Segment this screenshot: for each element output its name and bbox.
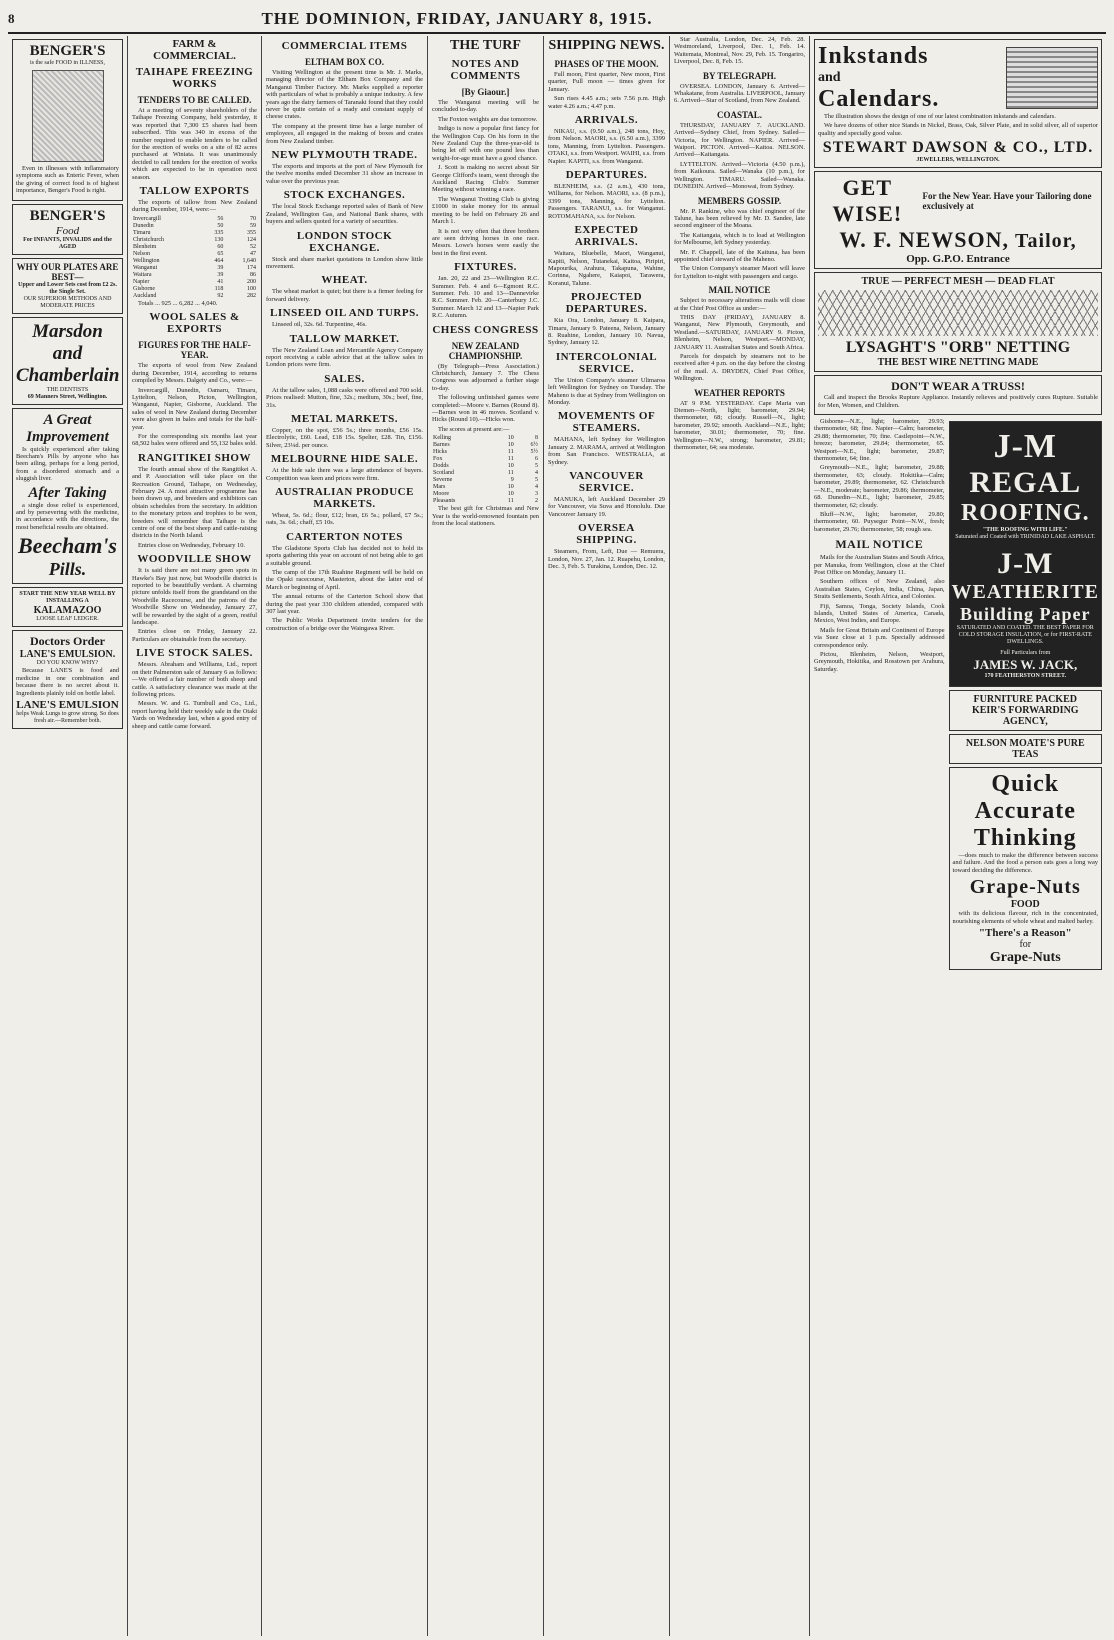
inkstand-illustration: [1006, 47, 1098, 109]
table-cell: Severne: [433, 477, 453, 484]
table-cell: 2: [535, 498, 538, 505]
jm-roofing-ad: J-M REGAL ROOFING. "THE ROOFING WITH LIFE." Saturated and Coated with TRINIDAD LAKE ASPHALT. J-M WEATHERITE Building Paper SATURATED AND COATED. THE BEST PAPER FOR COLD STORAGE INSULATION, or for FIRST-RATE DWELLINGS. Full Particulars from JAMES W. JACK, 170 FEATHERSTON STREET.: [949, 421, 1102, 687]
table-cell: 4: [535, 470, 538, 477]
table-cell: 47: [250, 250, 256, 257]
column-commercial-items: COMMERCIAL ITEMS ELTHAM BOX CO. Visiting Wellington at the present time is Mr. J. Marks, managing director of the Eltham Box Company and the Manganui Timber Factory. Mr. Marks supplied a reporter with particulars of what is probably a unique industry. A few years ago the dairy farmers of Taranaki found that they could never be quite certain of a ready and constant supply of cheese crates. The company at the present time has a large number of employees, all engaged in the making of boxes and crates from New Zealand timber. NEW PLYMOUTH TRADE. The exports and imports at the port of New Plymouth for the twelve months ended December 31 show an increase in value over the previous year. STOCK EXCHANGES. The local Stock Exchange reported sales of Bank of New Zealand, Wellington Gas, and National Bank shares, with buyers and sellers quoted for a variety of securities. LONDON STOCK EXCHANGE. Stock and share market quotations in London show little movement. WHEAT. The wheat market is quiet; but there is a firmer feeling for forward delivery. LINSEED OIL AND TURPS. Linseed oil, 32s. 6d. Turpentine, 46s. TALLOW MARKET. The New Zealand Loan and Mercantile Agency Company report receiving a cable advice that at the tallow sales in London prices were firm. SALES. At the tallow sales, 1,088 casks were offered and 700 sold. Prices realised: Mutton, fine, 32s.; medium, 30s.; beef, fine, 31s. METAL MARKETS. Copper, on the spot, £56 5s.; three months, £56 15s. Electrolytic, £60. Lead, £18 15s. Spelter, £28. Tin, £156. Silver, 23¼d. per ounce. MELBOURNE HIDE SALE. At the hide sale there was a large attendance of buyers. Competition was keen and prices were firm. AUSTRALIAN PRODUCE MARKETS. Wheat, 5s. 6d.; flour, £12; bran, £6 5s.; pollard, £7 5s.; oats, 3s. 6d.; chaff, £5 10s. CARTERTON NOTES The Gladstone Sports Club has decided not to hold its sports gathering this year on account of not being able to get a suitable ground. The camp of the 17th Ruahine Regiment will be held on the Opaki racecourse, Masterton, about the latter end of March or beginning of April. The annual returns of the Carterton School show that during the past year 330 children attended, compared with 307 last year. The Public Works Department invite tenders for the construction of a bridge over the Waingawa River.: [262, 36, 428, 1636]
table-cell: 464: [214, 257, 224, 264]
table-cell: Gisborne: [133, 285, 155, 292]
table-row: [432, 477, 539, 484]
table-row: [432, 498, 539, 505]
table-cell: Kelling: [433, 435, 451, 442]
section-heading: SHIPPING NEWS.: [548, 38, 665, 53]
table-cell: Napier: [133, 278, 150, 285]
table-cell: Invercargill: [133, 215, 161, 222]
table-cell: Hicks: [433, 449, 447, 456]
table-cell: 59: [250, 222, 256, 229]
weather-column: Gisborne—N.E., light; barometer, 29.93; thermometer, 68; fine. Napier—Calm; barometer, 29.88; thermometer, 70; fine. Castlepoint—N.W., breeze; barometer, 29.84; thermometer, 65. Westport—N.E., light; barometer, 29.87; thermometer, 64; fine. Greymouth—N.E., light; barometer, 29.88; thermometer, 63; cloudy. Hokitika—Calm; barometer, 29.89; thermometer, 62. Christchurch—N.E., moderate; barometer, 29.86; thermometer, 68. Dunedin—N.E., light; barometer, 29.85; thermometer, 62; cloudy. Bluff—N.W., light; barometer, 29.80; thermometer, 60. Puysegur Point—N.W., fresh; barometer, 29.76; thermometer, 58; rough sea. MAIL NOTICE Mails for the Australian States and South Africa, per Manuka, from Wellington, close at the Chief Post Office on Monday, January 11. Southern offices of New Zealand, also Australian States, Ceylon, India, China, Japan, Straits Settlements, South Africa, and Colonies. Fiji, Samoa, Tonga, Society Islands, Cook Islands, United States of America, Canada, Mexico, West Indies, and Europe. Mails for Great Britain and Continent of Europe via Suez close at 1 p.m. Specially addressed correspondence only. Pictou, Blenheim, Nelson, Westport, Greymouth, Hokitika, and Rosstown per Arahura, Saturday.: [814, 418, 945, 673]
table-row: [432, 470, 539, 477]
nelson-moate-teas-ad: NELSON MOATE'S PURE TEAS: [949, 734, 1102, 764]
table-cell: 50: [217, 222, 224, 229]
column-the-turf: THE TURF NOTES AND COMMENTS [By Giaour.] The Wanganui meeting will be concluded to-day. The Foxton weights are due tomorrow. Indigo is now a popular first fancy for the Wellington Cup. On his form in the New Zealand Cup the three-year-old is being let off with one pound less than weight-for-age must have a good chance. J. Scott is making no secret about Sir George Clifford's team, went through the Auckland Racing Club's Summer Meeting without winning a race. The Wanganui Trotting Club is giving £1000 in stake money for its annual meeting to be held on February 26 and March 1. It is not very often that three brothers are seen driving horses in one race. Messrs. Lowe's horses were easily the best in the first event. FIXTURES. Jan. 20, 22 and 23—Wellington R.C. Summer. Feb. 4 and 6—Egmont R.C. Summer. Feb. 10 and 13—Dannevirke R.C. Summer. Feb. 20—Canterbury J.C. Summer. March 12 and 13—Napier Park R.C. Autumn. CHESS CONGRESS NEW ZEALAND CHAMPIONSHIP. (By Telegraph—Press Association.) Christchurch, January 7. The Chess Congress was adjourned a further stage to-day. The following unfinished games were completed:—Moore v. Barnes (Round 8).—Barnes won in 46 moves. Scotland v. Hicks (Round 10).—Hicks won. The scores at present are:— Kelling 10 8 Barnes 10 6½ Hicks 11 5½ Fox 11 6 Dodds 10 5 Scotland 11 4 Severne 9 5 Mars 10 4 Moore 10 3 Pleasants 11 2 The best gift for Christmas and New Year is the world-renowned fountain pen from the local stationers.: [428, 36, 544, 1636]
table-row: [132, 223, 257, 230]
table-cell: 118: [214, 285, 224, 292]
table-cell: Dunedin: [133, 222, 154, 229]
table-cell: 1,640: [242, 257, 256, 264]
table-row: [432, 463, 539, 470]
benger-ad: BENGER'S is the safe FOOD in ILLNESS, Even in illnesses with inflammatory symptoms such as Enteric Fever, when the giving of correct food is of highest importance, Benger's Food is right.: [12, 39, 123, 201]
table-cell: 11: [507, 456, 514, 463]
table-cell: 10: [507, 463, 514, 470]
benger-food-ad: BENGER'S Food For INFANTS, INVALIDS and the AGED: [12, 204, 123, 255]
table-cell: 5½: [530, 449, 538, 456]
kalamazoo-ad: START THE NEW YEAR WELL BY INSTALLING A KALAMAZOO LOOSE LEAF LEDGER.: [12, 587, 123, 627]
table-row: [432, 484, 539, 491]
table-row: [132, 258, 257, 265]
table-cell: 9: [510, 477, 514, 484]
column-farm-commercial: FARM & COMMERCIAL. TAIHAPE FREEZING WORKS TENDERS TO BE CALLED. At a meeting of seventy shareholders of the Taihape Freezing Company, held yesterday, it was reported that 7,300 £5 shares had been subscribed. This was 340 in excess of the number required to enable tenders to be called for the erection of works on a site of 82 acres purchased at Winiata. It was unanimously decided to call tenders for the erection of works which are expected to be in operation next season. TALLOW EXPORTS The exports of tallow from New Zealand during December, 1914, were:— Invercargill 56 70 Dunedin 50 59 Timaru 335 355 Christchurch 130 124 Blenheim 60 52 Nelson 65 47 Wellington 464 1,640 Wanganui 39 174 Waitara 39 86 Napier 41 200 Gisborne 118 100 Auckland 92 282 Totals ... 925 ... 6,282 ... 4,040. WOOL SALES & EXPORTS FIGURES FOR THE HALF-YEAR. The exports of wool from New Zealand during December, 1914, according to returns compiled by Messrs. Dalgety and Co., were:— Invercargill, Dunedin, Oamaru, Timaru, Lyttelton, Nelson, Picton, Wellington, Wanganui, Napier, Gisborne, Auckland. The sales of wool in New Zealand during December were also given in bales and totals for the half-year. For the corresponding six months last year 68,502 bales were offered and 55,132 bales sold. RANGITIKEI SHOW The fourth annual show of the Rangitikei A. and P. Association will take place on the Recreation Ground, Taihape, on Wednesday, February 24. A most attractive programme has been drawn up, and breeders and exhibitors can obtain schedules from the secretary. In addition to the monetary prizes and trophies to be won, breeders will remember that Taihape is the centre of one of the best sheep and cattle-raising districts in the North Island. Entries close on Wednesday, February 10. WOODVILLE SHOW It is said there are not many green spots in Hawke's Bay just now, but Woodville district is reported to be beautifully verdant. A charming picture unfolds itself from the grandstand on the Woodville Racecourse, and the patrons of the Woodville Show on Wednesday, January 27, will be rewarded by the sight of a green, restful landscape. Entries close on Friday, January 22. Particulars are obtainable from the secretary. LIVE STOCK SALES. Messrs. Abraham and Williams, Ltd., report on their Palmerston sale of January 6 as follows:—We offered a fair number of both sheep and cattle. A satisfactory clearance was made at the following prices. Messrs. W. and G. Turnbull and Co., Ltd., report having held their weekly sale in the Otaki Yards on Wednesday last, when a good entry of sheep and cattle came forward.: [128, 36, 262, 1636]
table-cell: Scotland: [433, 470, 454, 477]
netting-illustration: [818, 290, 1098, 336]
table-cell: 124: [247, 236, 256, 243]
column-shipping-news: SHIPPING NEWS. PHASES OF THE MOON. Full moon, First quarter, New moon, First quarter, Full moon — times given for January. Sun rises 4.45 a.m.; sets 7.56 p.m. High water 4.26 a.m.; 4.47 p.m. ARRIVALS. NIKAU, s.s. (9.50 a.m.), 248 tons, Hoy, from Nelson. MAORI, s.s. (6.50 a.m.), 3399 tons, Manning, from Lyttelton. Passengers. OTAKI, s.s. from Westport. WAIHI, s.s. from Napier. KAPITI, s.s. from Wanganui. DEPARTURES. BLENHEIM, s.s. (2 a.m.), 430 tons, Williams, for Nelson. MAORI, s.s. (8 p.m.), 3399 tons, Manning, for Lyttelton. Passengers. TARANUI, s.s. for Wanganui. ROTOMAHANA, s.s. for Nelson. EXPECTED ARRIVALS. Waitara, Bluebelle, Maori, Wanganui, Kapiti, Nelson, Tutanekai, Kaitoa, Piripiri, Mapourika, Arahura, Takapuna, Wahine, Corinna, Ngahere, Kaiapoi, Tarawera, Koranui, Talune. PROJECTED DEPARTURES. Kia Ora, London, January 8. Kaipara, Timaru, January 9. Pateena, Nelson, January 8. Ruahine, London, January 10. Navua, Sydney, January 12. INTERCOLONIAL SERVICE. The Union Company's steamer Ulimaroa left Wellington for Sydney on Tuesday. The Maheno is due at Sydney from Wellington on Monday. MOVEMENTS OF STEAMERS. MAHANA, left Sydney for Wellington January 2. MARAMA, arrived at Wellington from San Francisco. WESTRALIA, at Sydney. VANCOUVER SERVICE. MANUKA, left Auckland December 29 for Vancouver, via Suva and Honolulu. Due Vancouver January 19. OVERSEA SHIPPING. Steamers, From, Left, Due — Remuera, London, Nov. 27, Jan. 12. Ruapehu, London, Dec. 3, Feb. 5. Turakina, London, Dec. 12.: [544, 36, 670, 1636]
page-title: THE DOMINION, FRIDAY, JANUARY 8, 1915.: [261, 9, 653, 28]
table-cell: 174: [247, 264, 256, 271]
table-cell: Wanganui: [133, 264, 158, 271]
table-cell: Pleasants: [433, 498, 456, 505]
table-cell: Timaru: [133, 229, 151, 236]
table-row: [132, 293, 257, 300]
table-cell: Christchurch: [133, 236, 164, 243]
table-cell: Barnes: [433, 442, 450, 449]
table-cell: Auckland: [133, 292, 157, 299]
column-shipping-telegraph: Star Australia, London, Dec. 24, Feb. 28. Westmoreland, Liverpool, Dec. 1, Feb. 14. Waitemata, Montreal, Nov. 29, Feb. 15. Tongariro, Liverpool, Dec. 8, Feb. 15. BY TELEGRAPH. OVERSEA. LONDON, January 6. Arrived—Whakatane, from Australia. LIVERPOOL, January 6. Arrived—Star of Scotland, from New Zealand. COASTAL. THURSDAY, JANUARY 7. AUCKLAND. Arrived—Sydney Chief, from Sydney. Sailed—Victoria, for Wellington. NAPIER. Arrived—Waipori. PICTON. Arrived—Kaitoa. NELSON. Arrived—Kaitangata. LYTTELTON. Arrived—Victoria (4.50 p.m.), from Kaikoura. Sailed—Wanaka (10 p.m.), for Wellington. TIMARU. Sailed—Wanaka. DUNEDIN. Arrived—Monowai, from Sydney. MEMBERS GOSSIP. Mr. P. Rankine, who was chief engineer of the Talune, has been relieved by Mr. D. Sandee, late second engineer of the Moana. The Kaitangata, which is to load at Wellington for Melbourne, left Sydney yesterday. Mr. F. Chappell, late of the Kaituna, has been appointed chief steward of the Maheno. The Union Company's steamer Maori will leave for Lyttelton to-night with passengers and cargo. MAIL NOTICE Subject to necessary alterations mails will close at the Chief Post Office as under:— THIS DAY (FRIDAY), JANUARY 8. Wanganui, New Plymouth, Greymouth, and Westland.—SATURDAY, JANUARY 9. Picton, Blenheim, Nelson, Westport.—MONDAY, JANUARY 11. Australian States and South Africa. Parcels for despatch by steamers not to be received after 4 p.m. on the day before the closing of the mail. A. DRYDEN, Chief Post Office, Wellington. WEATHER REPORTS AT 9 P.M. YESTERDAY. Cape Maria van Diemen—North, light; barometer, 29.94; thermometer, 68; cloudy. Russell—N., light; barometer, 29.92; smooth. Auckland—N.E., light; barometer, 30.01; thermometer, 70; fine. Wellington—N.W., strong; barometer, 29.81; thermometer, 64; sea moderate.: [670, 36, 810, 1636]
table-cell: 39: [217, 264, 224, 271]
table-cell: 4: [535, 484, 538, 491]
table-cell: 11: [507, 470, 514, 477]
grape-nuts-ad: Quick Accurate Thinking —does much to make the difference between success and failure. And the food a person eats goes a long way toward deciding the difference. Grape-Nuts FOOD with its delicious flavour, rich in the concentrated, nourishing elements of whole wheat and malted barley. "There's a Reason" for Grape-Nuts: [949, 767, 1102, 970]
beecham-ad: A Great Improvement Is quickly experienced after taking Beecham's Pills by anyone who has been ailing, perhaps for a long period, from a disordered stomach and a sluggish liver. After Taking a single dose relief is experienced, and by persevering with the medicine, in accordance with the directions, the most beneficial results are obtained. Beecham's Pills.: [12, 408, 123, 585]
table-cell: 39: [217, 271, 224, 278]
column-ads-right: [810, 36, 1106, 1636]
table-cell: 130: [214, 236, 224, 243]
table-cell: 100: [247, 285, 256, 292]
table-cell: 70: [250, 215, 256, 222]
table-row: [132, 244, 257, 251]
table-cell: Nelson: [133, 250, 150, 257]
table-row: [432, 442, 539, 449]
table-cell: 10: [507, 435, 514, 442]
table-cell: Mars: [433, 484, 446, 491]
marsdon-chamberlain-ad: Marsdon and Chamberlain THE DENTISTS 69 Manners Street, Wellington.: [12, 317, 123, 405]
section-heading: FARM & COMMERCIAL.: [153, 38, 236, 62]
table-cell: 10: [507, 491, 514, 498]
table-cell: 5: [535, 477, 538, 484]
table-cell: 10: [507, 442, 514, 449]
truss-ad: DON'T WEAR A TRUSS! Call and inspect the Brooks Rupture Appliance. Instantly relieves and positively cures Rupture. Suitable for Men, Women, and Children.: [814, 375, 1102, 415]
table-row: [432, 435, 539, 442]
table-row: [132, 279, 257, 286]
table-row: [432, 449, 539, 456]
table-row: [132, 265, 257, 272]
table-row: [132, 237, 257, 244]
table-row: [132, 251, 257, 258]
table-cell: 86: [250, 271, 256, 278]
table-cell: 60: [217, 243, 224, 250]
table-row: [432, 456, 539, 463]
table-row: [132, 216, 257, 223]
table-cell: 355: [247, 229, 256, 236]
table-cell: Blenheim: [133, 243, 157, 250]
page-number: 8: [8, 11, 15, 26]
table-cell: Fox: [433, 456, 443, 463]
table-cell: 6½: [530, 442, 538, 449]
table-cell: 41: [217, 278, 224, 285]
table-cell: 52: [250, 243, 256, 250]
table-cell: 200: [247, 278, 256, 285]
table-cell: 65: [217, 250, 224, 257]
section-heading: THE TURF: [450, 38, 521, 53]
table-cell: 11: [507, 498, 514, 505]
table-cell: 6: [535, 456, 538, 463]
lanes-emulsion-ad: Doctors Order LANE'S EMULSION. DO YOU KNOW WHY? Because LANE'S is food and medicine in one combination and because there is no secret about it. Ingredients plainly told on bottle label. LANE'S EMULSION helps Weak Lungs to grow strong. So does fresh air.—Remember both.: [12, 630, 123, 729]
tallow-table: [132, 216, 257, 300]
table-cell: Wellington: [133, 257, 160, 264]
table-cell: 92: [217, 292, 224, 299]
masthead: [8, 6, 1106, 34]
table-cell: 282: [247, 292, 256, 299]
table-cell: 3: [535, 491, 538, 498]
lysaght-netting-ad: TRUE — PERFECT MESH — DEAD FLAT LYSAGHT'S "ORB" NETTING THE BEST WIRE NETTING MADE: [814, 272, 1102, 372]
chess-scores-table: [432, 435, 539, 505]
table-row: [132, 286, 257, 293]
table-cell: Dodds: [433, 463, 449, 470]
nurse-illustration: [32, 70, 104, 162]
table-row: [132, 272, 257, 279]
table-cell: 5: [535, 463, 538, 470]
keir-agency-ad: FURNITURE PACKED KEIR'S FORWARDING AGENCY,: [949, 690, 1102, 731]
table-cell: 10: [507, 484, 514, 491]
table-cell: 335: [214, 229, 224, 236]
stewart-dawson-ad: Inkstands and Calendars. The illustration shows the design of one of our latest combination inkstands and calendars. We have dozens of other nice Stands in Nickel, Brass, Oak, Silver Plate, and in solid silver, all of superior quality and specially good value. STEWART DAWSON & CO., LTD. JEWELLERS, WELLINGTON.: [814, 39, 1102, 168]
newson-tailor-ad: GET WISE! For the New Year. Have your Tailoring done exclusively at W. F. NEWSON, Tailor, Opp. G.P.O. Entrance: [814, 171, 1102, 269]
table-row: [132, 230, 257, 237]
dental-plates-ad: WHY OUR PLATES ARE BEST— Upper and Lower Sets cost from £2 2s. the Single Set. OUR SUPERIOR METHODS AND MODERATE PRICES: [12, 258, 123, 314]
table-cell: Moore: [433, 491, 449, 498]
table-cell: Waitara: [133, 271, 152, 278]
column-ads-left: [8, 36, 128, 1636]
table-cell: 8: [535, 435, 538, 442]
table-row: [432, 491, 539, 498]
table-cell: 56: [217, 215, 224, 222]
table-cell: 11: [507, 449, 514, 456]
